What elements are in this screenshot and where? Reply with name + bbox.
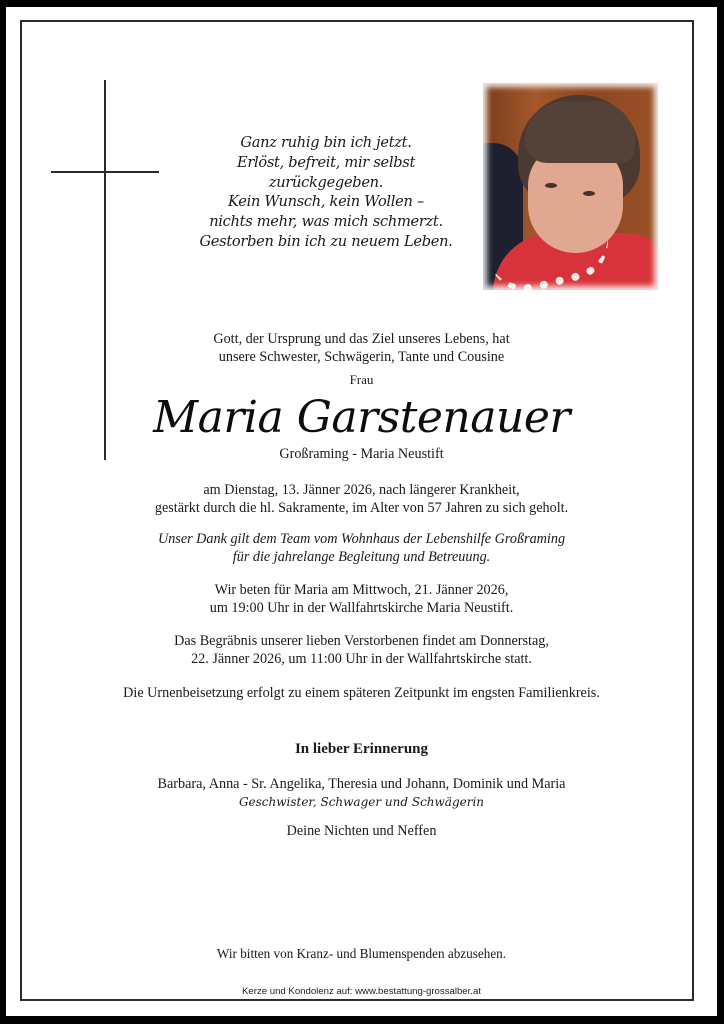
family-names: Barbara, Anna - Sr. Angelika, Theresia und Johann, Dominik und Maria [157,776,566,792]
burial-info [6,632,717,668]
death-notice-line: am Dienstag, 13. Jänner 2026, nach längerer Krankheit, [203,482,520,498]
thanks-line: für die jahrelange Begleitung und Betreuung. [232,549,491,565]
thanks-note [6,530,717,566]
intro-line: unsere Schwester, Schwägerin, Tante und Cousine [218,349,505,365]
urn-info: Die Urnenbeisetzung erfolgt zu einem späteren Zeitpunkt im engsten Familienkreis. [123,685,600,701]
obituary-sheet [6,7,717,1016]
thanks-line: Unser Dank gilt dem Team vom Wohnhaus der Lebenshilfe Großraming [157,531,566,547]
family-mourners [6,775,717,811]
prayer-info [6,581,717,617]
salutation: Frau [349,372,374,387]
poem-line: Ganz ruhig bin ich jetzt. [240,134,412,151]
poem [176,133,476,252]
poem-line: Erlöst, befreit, mir selbst [236,153,416,171]
portrait-photo [483,83,658,290]
death-notice [6,481,717,517]
condolence-link[interactable]: Kerze und Kondolenz auf: www.bestattung-grossalber.at [242,986,481,997]
poem-line: nichts mehr, was mich schmerzt. [209,213,443,231]
death-notice-line: gestärkt durch die hl. Sakramente, im Alter von 57 Jahren zu sich geholt. [154,500,569,516]
intro-line: Gott, der Ursprung und das Ziel unseres Lebens, hat [213,331,510,347]
cross-icon-horizontal [51,171,159,173]
poem-line: Kein Wunsch, kein Wollen – [228,193,424,211]
intro-text [6,330,717,366]
poem-line: Gestorben bin ich zu neuem Leben. [199,232,453,250]
no-flowers-note: Wir bitten von Kranz- und Blumenspenden abzusehen. [216,946,507,961]
poem-line: zurückgegeben. [268,173,384,191]
photo-vignette [483,83,658,290]
burial-line: Das Begräbnis unserer lieben Verstorbenen findet am Donnerstag, [174,633,549,649]
family-relation: Geschwister, Schwager und Schwägerin [238,795,485,809]
nieces-nephews: Deine Nichten und Neffen [286,823,437,839]
memory-heading: In lieber Erinnerung [294,741,429,757]
deceased-name: Maria Garstenauer [153,392,570,443]
deceased-origin: Großraming - Maria Neustift [279,446,444,462]
burial-line: 22. Jänner 2026, um 11:00 Uhr in der Wallfahrtskirche statt. [191,651,532,667]
prayer-line: um 19:00 Uhr in der Wallfahrtskirche Maria Neustift. [209,600,514,616]
prayer-line: Wir beten für Maria am Mittwoch, 21. Jänner 2026, [214,582,509,598]
